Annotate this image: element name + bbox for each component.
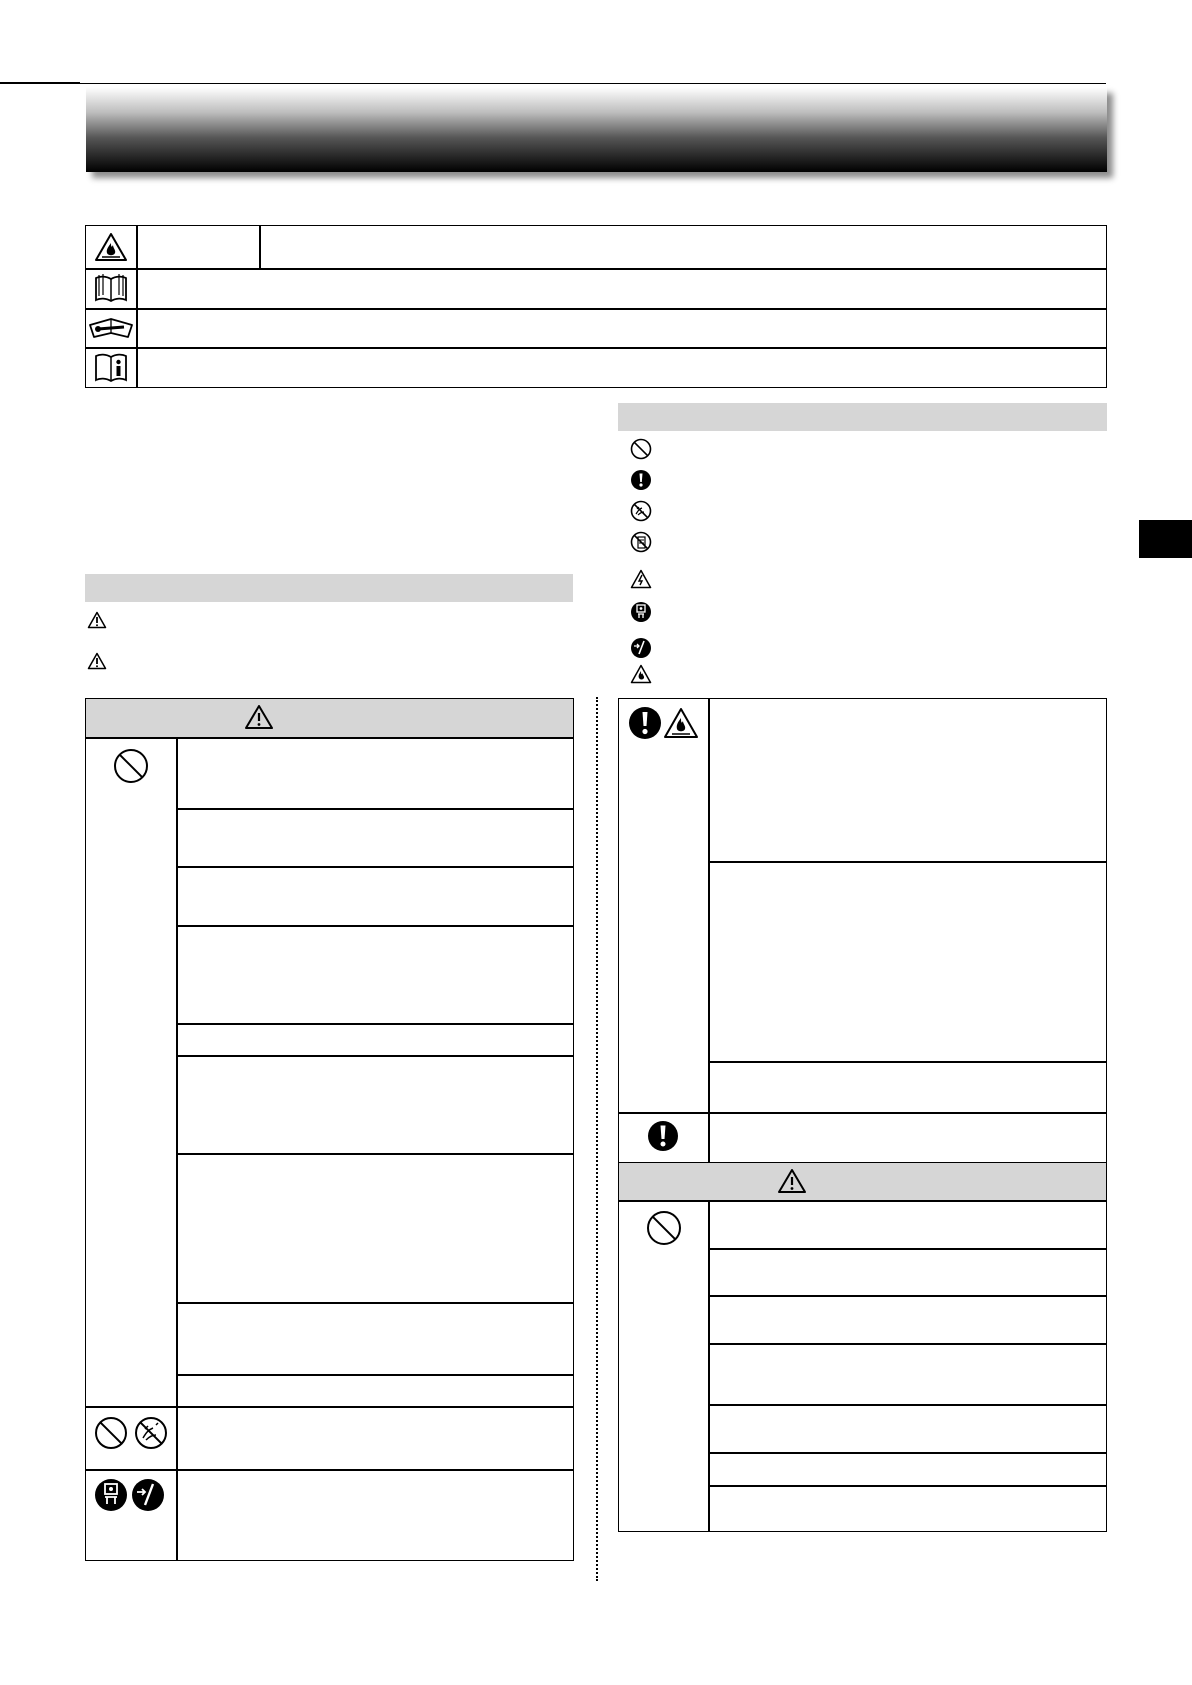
flammable-warning-icon: [630, 664, 652, 684]
column-divider: [596, 697, 598, 1581]
ground-icon: [131, 1478, 165, 1512]
prohibited-icon: [94, 1416, 128, 1450]
read-manual-icon: [93, 272, 129, 304]
caution-table-header: [619, 1163, 1106, 1200]
symbol-legend-row: [85, 308, 1107, 348]
ground-icon: [630, 637, 652, 659]
caution-row: [709, 1202, 1106, 1248]
caution-row: [709, 1345, 1106, 1404]
section-tab[interactable]: [1139, 520, 1192, 558]
prohibited-icon: [630, 438, 652, 460]
no-wet-hands-icon: [630, 500, 652, 522]
caution-row: [709, 1406, 1106, 1452]
marks-legend-list: [618, 434, 1107, 690]
mandatory-icon: [647, 1120, 679, 1152]
warning-triangle-icon: [244, 704, 274, 730]
caution-row: [709, 1250, 1106, 1295]
warning-table-header: [86, 699, 573, 737]
no-wet-hands-icon: [134, 1416, 168, 1450]
flammable-row: [709, 863, 1106, 1061]
warning-row: [177, 868, 573, 925]
prohibited-icon: [113, 748, 149, 784]
signal-word-item: [85, 650, 573, 674]
caution-triangle-icon: [777, 1168, 807, 1194]
warning-row: [177, 927, 573, 1023]
flammable-row: [709, 1063, 1106, 1112]
unplug-icon: [94, 1478, 128, 1512]
symbol-legend-row: [85, 347, 1107, 388]
flammable-warning-icon: [94, 232, 128, 262]
intro-text: [85, 405, 573, 565]
signal-words-header: [85, 574, 573, 602]
mandatory-row: [709, 1114, 1106, 1162]
warning-row: [177, 1304, 573, 1374]
info-manual-icon: [93, 351, 129, 383]
electric-shock-icon: [630, 569, 652, 589]
header-rule: [80, 83, 1106, 84]
mandatory-icon: [630, 469, 652, 491]
warning-row: [177, 1471, 573, 1560]
caution-row: [709, 1454, 1106, 1485]
symbol-legend-row: [85, 225, 1107, 269]
no-water-icon: [630, 531, 652, 553]
caution-row: [709, 1297, 1106, 1343]
warning-triangle-icon: [87, 611, 107, 629]
warning-row: [177, 1155, 573, 1302]
warning-row: [177, 1057, 573, 1153]
signal-word-item: [85, 609, 573, 633]
service-manual-icon: [88, 315, 134, 341]
mandatory-icon: [628, 706, 662, 740]
header-rule-short: [0, 82, 80, 84]
symbol-legend-row: [85, 268, 1107, 308]
caution-triangle-icon: [87, 652, 107, 670]
flammable-warning-icon: [663, 707, 699, 739]
warning-row: [177, 1025, 573, 1055]
title-banner: [86, 87, 1107, 172]
warning-row: [177, 738, 573, 808]
flammable-row: [709, 699, 1106, 861]
warning-row: [177, 810, 573, 866]
caution-row: [709, 1487, 1106, 1531]
warning-row: [177, 1408, 573, 1469]
warning-row: [177, 1376, 573, 1406]
unplug-icon: [630, 601, 652, 623]
marks-legend-header: [618, 403, 1107, 431]
prohibited-icon: [646, 1210, 682, 1246]
